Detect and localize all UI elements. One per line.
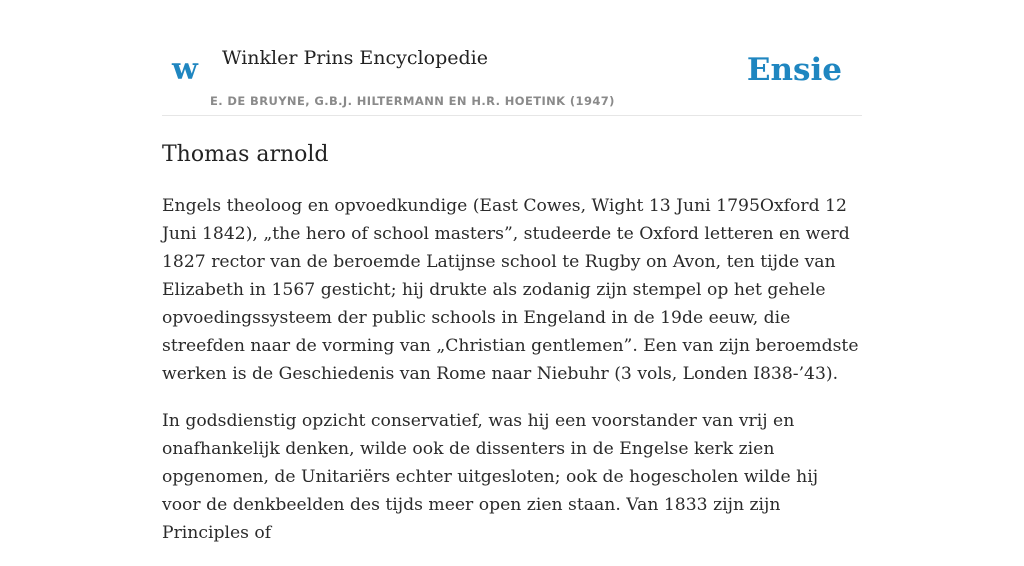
site-subtitle: E. DE BRUYNE, G.B.J. HILTERMANN EN H.R. HOETINK (1947) bbox=[210, 94, 615, 108]
article-body bbox=[162, 192, 862, 566]
article-title: Thomas arnold bbox=[162, 142, 329, 167]
winkler-prins-logo-icon[interactable]: w bbox=[172, 52, 198, 87]
article-paragraph: In godsdienstig opzicht conservatief, was hij een voorstander van vrij en onafhankelijk denken, wilde ook de dissenters in de Engelse kerk zien opgenomen, de Unitariërs echter uitgesloten; ook de hogescholen wilde hij voor de denkbeelden des tijds meer open zien staan. Van 1833 zijn zijn Principles of bbox=[162, 411, 819, 543]
site-title[interactable]: Winkler Prins Encyclopedie bbox=[222, 47, 488, 69]
article-paragraph: Engels theoloog en opvoedkundige (East Cowes, Wight 13 Juni 1795Oxford 12 Juni 1842), „the hero of school masters”, studeerde te Oxford letteren en werd 1827 rector van de beroemde Latijnse school te Rugby on Avon, ten tijde van Elizabeth in 1567 gesticht; hij drukte als zodanig zijn stempel op het gehele opvoedingssysteem der public schools in Engeland in de 19de eeuw, die streefden naar de vorming van „Christian gentlemen”. Een van zijn beroemdste werken is de Geschiedenis van Rome naar Niebuhr (3 vols, Londen I838-’43). bbox=[162, 196, 859, 384]
site-header bbox=[162, 36, 862, 116]
ensie-logo-link[interactable]: Ensie bbox=[746, 52, 842, 88]
